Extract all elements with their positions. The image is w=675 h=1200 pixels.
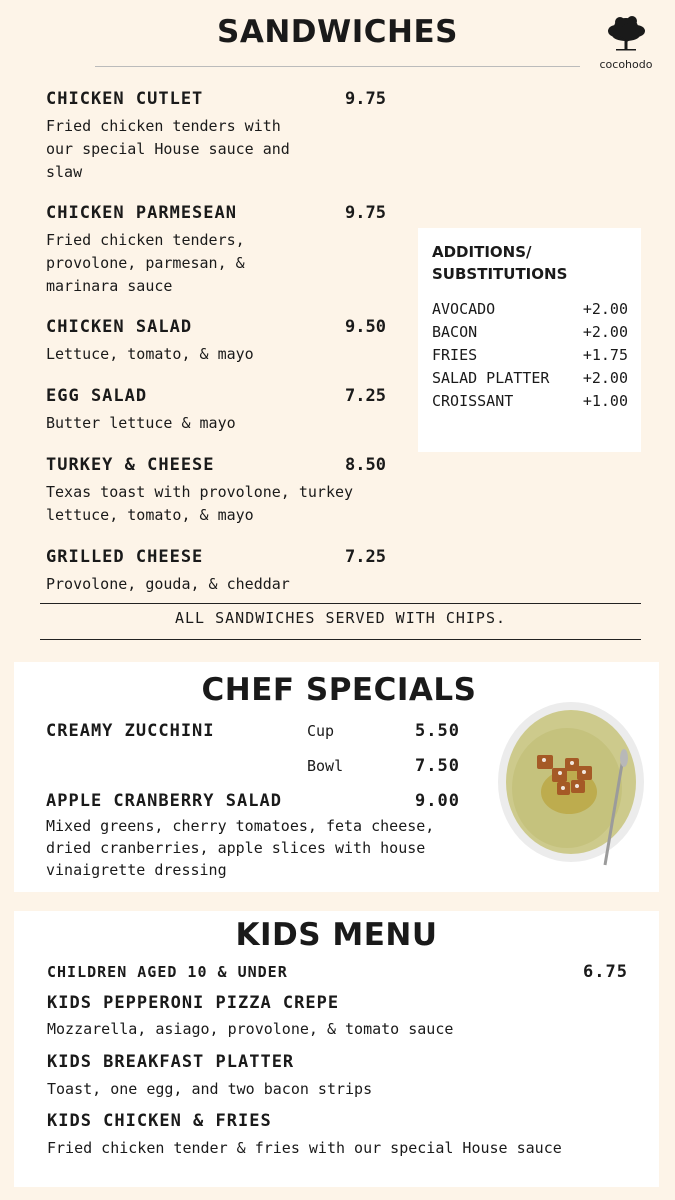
special-description: vinaigrette dressing bbox=[46, 861, 227, 879]
chips-note: ALL SANDWICHES SERVED WITH CHIPS. bbox=[174, 609, 506, 627]
kids-item-description: Fried chicken tender & fries with our special House sauce bbox=[47, 1139, 562, 1157]
item-price: 8.50 bbox=[345, 455, 386, 475]
item-name: EGG SALAD bbox=[46, 386, 148, 406]
kids-menu-panel bbox=[14, 911, 659, 1187]
kids-price: 6.75 bbox=[583, 962, 628, 982]
brand-logo bbox=[588, 15, 664, 71]
brand-name: cocohodo bbox=[599, 58, 653, 71]
special-description: dried cranberries, apple slices with house bbox=[46, 839, 426, 857]
kids-item-description: Toast, one egg, and two bacon strips bbox=[47, 1080, 373, 1098]
title-divider bbox=[95, 66, 580, 67]
item-description: Butter lettuce & mayo bbox=[46, 414, 236, 432]
item-price: 9.75 bbox=[345, 203, 386, 223]
item-name: CHICKEN SALAD bbox=[46, 317, 193, 337]
item-name: CHICKEN CUTLET bbox=[46, 89, 204, 109]
special-name: CREAMY ZUCCHINI bbox=[46, 721, 215, 741]
item-price: 9.75 bbox=[345, 89, 386, 109]
additions-title: ADDITIONS/ SUBSTITUTIONS bbox=[432, 243, 568, 283]
addition-price: +1.00 bbox=[582, 392, 628, 410]
item-name: GRILLED CHEESE bbox=[46, 547, 204, 567]
addition-name: SALAD PLATTER bbox=[432, 369, 550, 387]
item-name: TURKEY & CHEESE bbox=[46, 455, 215, 475]
special-price: 7.50 bbox=[415, 756, 460, 776]
kids-age-note: CHILDREN AGED 10 & UNDER bbox=[47, 963, 288, 981]
addition-name: AVOCADO bbox=[432, 300, 496, 318]
item-description: Lettuce, tomato, & mayo bbox=[46, 345, 254, 363]
item-description: Fried chicken tenders, provolone, parmesan, & marinara sauce bbox=[46, 231, 245, 295]
addition-price: +2.00 bbox=[582, 323, 628, 341]
special-name: APPLE CRANBERRY SALAD bbox=[46, 791, 282, 811]
special-price: 5.50 bbox=[415, 721, 460, 741]
addition-name: CROISSANT bbox=[432, 392, 514, 410]
addition-price: +1.75 bbox=[582, 346, 628, 364]
special-description: Mixed greens, cherry tomatoes, feta cheese, bbox=[46, 817, 435, 835]
addition-name: FRIES bbox=[432, 346, 478, 364]
chef-specials-title: CHEF SPECIALS bbox=[201, 672, 477, 708]
item-description: Fried chicken tenders with our special House sauce and slaw bbox=[46, 117, 290, 181]
addition-name: BACON bbox=[432, 323, 478, 341]
size-label: Bowl bbox=[307, 757, 344, 775]
item-price: 9.50 bbox=[345, 317, 386, 337]
item-price: 7.25 bbox=[345, 386, 386, 406]
addition-price: +2.00 bbox=[582, 369, 628, 387]
item-description: Texas toast with provolone, turkey lettuce, tomato, & mayo bbox=[46, 483, 354, 524]
soup-bowl-image bbox=[497, 700, 645, 870]
kids-item-name: KIDS PEPPERONI PIZZA CREPE bbox=[47, 993, 340, 1013]
sandwiches-title: SANDWICHES bbox=[217, 14, 458, 50]
special-price: 9.00 bbox=[415, 791, 460, 811]
kids-item-description: Mozzarella, asiago, provolone, & tomato sauce bbox=[47, 1020, 454, 1038]
divider-bottom bbox=[40, 639, 641, 640]
item-price: 7.25 bbox=[345, 547, 386, 567]
addition-price: +2.00 bbox=[582, 300, 628, 318]
item-name: CHICKEN PARMESEAN bbox=[46, 203, 237, 223]
additions-panel bbox=[418, 228, 641, 452]
kids-item-name: KIDS CHICKEN & FRIES bbox=[47, 1111, 272, 1131]
divider-top bbox=[40, 603, 641, 604]
kids-item-name: KIDS BREAKFAST PLATTER bbox=[47, 1052, 295, 1072]
kids-menu-title: KIDS MENU bbox=[235, 917, 438, 953]
item-description: Provolone, gouda, & cheddar bbox=[46, 575, 290, 593]
size-label: Cup bbox=[307, 722, 335, 740]
tree-logo-icon bbox=[606, 15, 646, 53]
